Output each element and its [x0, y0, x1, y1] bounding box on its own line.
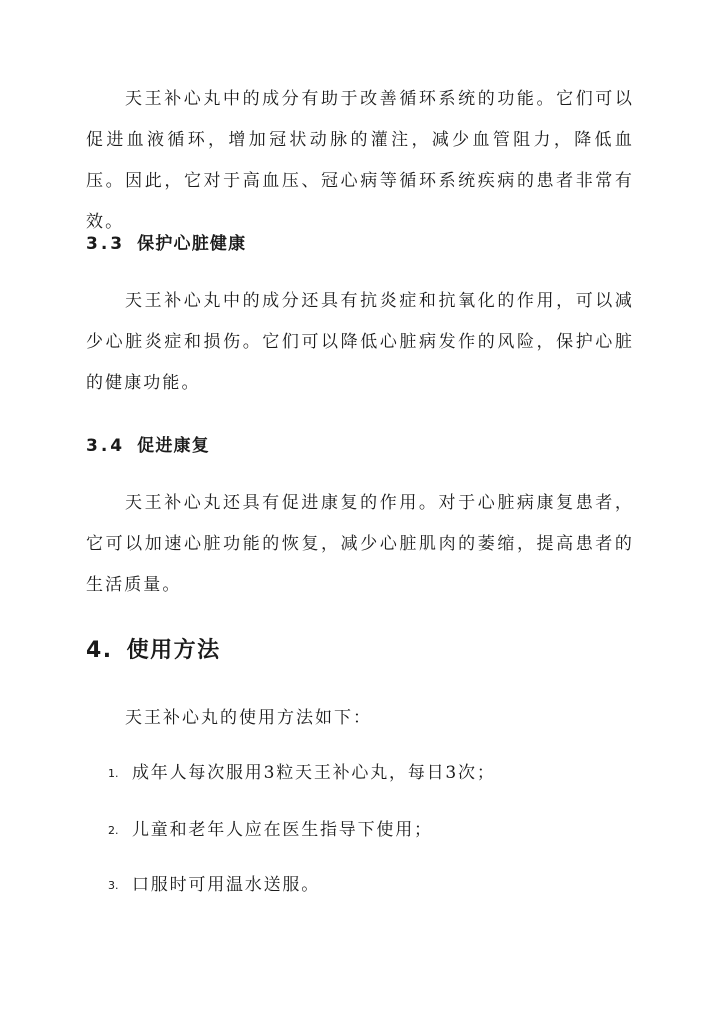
list-item-text: 成年人每次服用3粒天王补心丸，每日3次；	[132, 763, 496, 783]
heading-number: 4.	[86, 638, 113, 663]
list-item	[108, 818, 433, 843]
heading-3-4	[86, 434, 210, 458]
heading-3-3	[86, 232, 246, 256]
heading-number: 3.3	[86, 234, 126, 254]
list-item	[108, 873, 320, 898]
list-marker: 2.	[108, 824, 119, 837]
heading-title: 使用方法	[126, 638, 221, 663]
list-marker: 3.	[108, 879, 119, 892]
paragraph-heart-health: 天王补心丸中的成分还具有抗炎症和抗氧化的作用，可以减少心脏炎症和损伤。它们可以降低心脏病发作的风险，保护心脏的健康功能。	[86, 291, 634, 393]
heading-4	[86, 636, 221, 666]
paragraph-circulation: 天王补心丸中的成分有助于改善循环系统的功能。它们可以促进血液循环，增加冠状动脉的灌注，减少血管阻力，降低血压。因此，它对于高血压、冠心病等循环系统疾病的患者非常有效。	[86, 89, 634, 232]
list-item	[108, 761, 496, 786]
heading-title: 保护心脏健康	[137, 234, 247, 254]
paragraph-recovery: 天王补心丸还具有促进康复的作用。对于心脏病康复患者，它可以加速心脏功能的恢复，减少心脏肌肉的萎缩，提高患者的生活质量。	[86, 493, 634, 595]
list-item-text: 儿童和老年人应在医生指导下使用；	[132, 820, 433, 840]
heading-title: 促进康复	[137, 436, 210, 456]
list-item-text: 口服时可用温水送服。	[132, 875, 320, 895]
usage-intro: 天王补心丸的使用方法如下：	[125, 708, 372, 728]
heading-number: 3.4	[86, 436, 126, 456]
list-marker: 1.	[108, 767, 119, 780]
